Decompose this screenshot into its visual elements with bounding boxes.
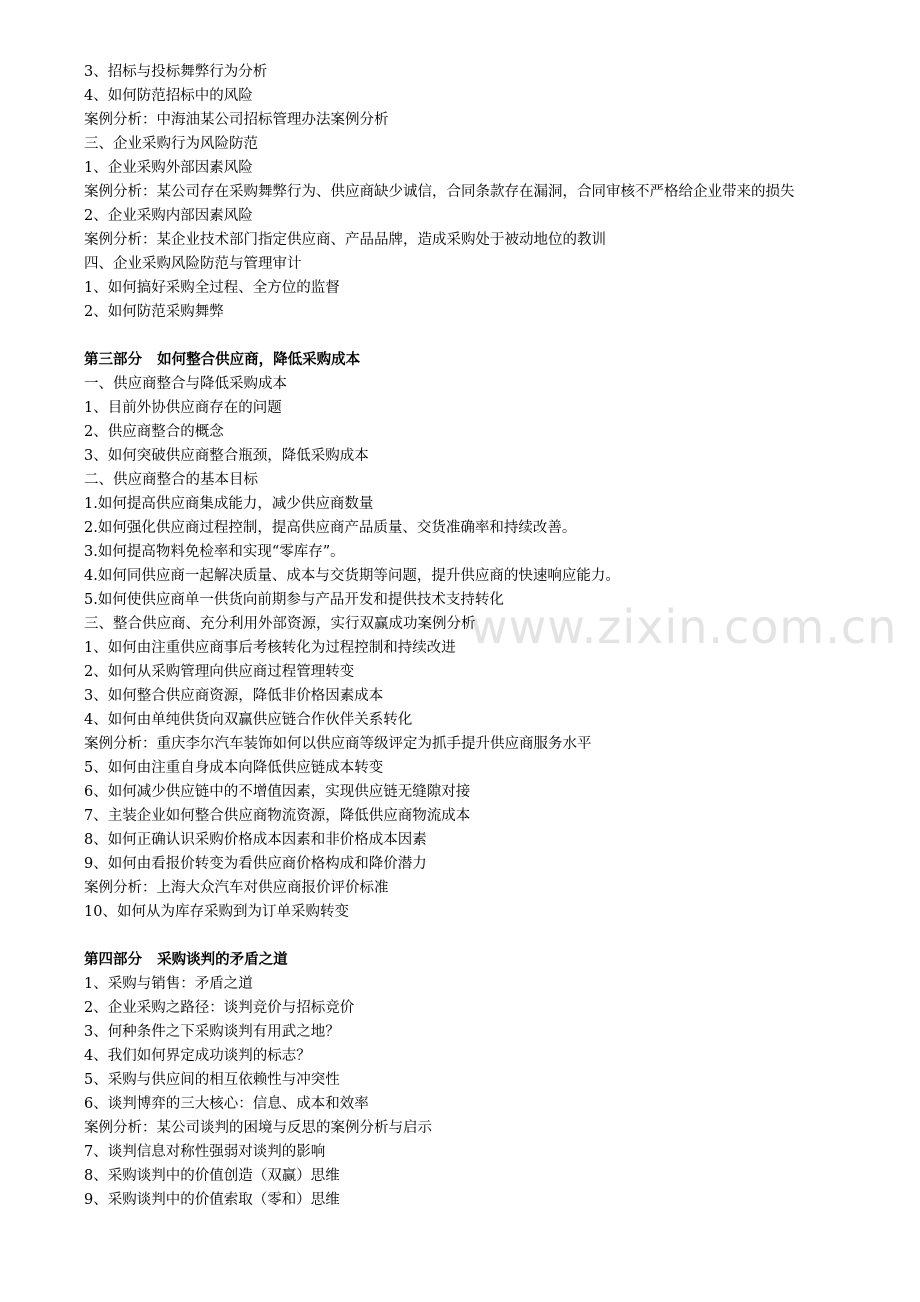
list-item: 4、我们如何界定成功谈判的标志？ [84,1048,311,1064]
list-item: 10、如何从为库存采购到为订单采购转变 [84,904,349,920]
part-three-title: 第三部分 如何整合供应商，降低采购成本 [84,352,361,368]
list-item: 2、供应商整合的概念 [84,424,224,440]
list-item: 3、如何突破供应商整合瓶颈，降低采购成本 [84,448,369,464]
list-item: 2、企业采购之路径：谈判竞价与招标竞价 [84,1000,355,1016]
case-analysis-line: 案例分析：某公司存在采购舞弊行为、供应商缺少诚信，合同条款存在漏洞，合同审核不严格给企业带来的损失 [84,184,795,200]
section-two-tail [84,60,864,324]
list-item: 5、采购与供应间的相互依赖性与冲突性 [84,1072,340,1088]
subsection-heading: 四、企业采购风险防范与管理审计 [84,256,302,272]
list-item: 7、主装企业如何整合供应商物流资源，降低供应商物流成本 [84,808,471,824]
document-body [84,60,864,1212]
list-item: 9、采购谈判中的价值索取（零和）思维 [84,1192,340,1208]
list-item: 1、企业采购外部因素风险 [84,160,253,176]
list-item: 4、如何防范招标中的风险 [84,88,253,104]
list-item: 3、何种条件之下采购谈判有用武之地？ [84,1024,340,1040]
case-analysis-line: 案例分析：中海油某公司招标管理办法案例分析 [84,112,389,128]
list-item: 6、谈判博弈的三大核心：信息、成本和效率 [84,1096,369,1112]
list-item: 5.如何使供应商单一供货向前期参与产品开发和提供技术支持转化 [84,592,504,608]
list-item: 1.如何提高供应商集成能力，减少供应商数量 [84,496,374,512]
case-analysis-line: 案例分析：某公司谈判的困境与反思的案例分析与启示 [84,1120,432,1136]
list-item: 1、采购与销售：矛盾之道 [84,976,253,992]
part-four-section [84,948,864,1212]
list-item: 3.如何提高物料免检率和实现“零库存”。 [84,544,345,560]
list-item: 一、供应商整合与降低采购成本 [84,376,287,392]
list-item: 3、如何整合供应商资源，降低非价格因素成本 [84,688,384,704]
list-item: 2、如何从采购管理向供应商过程管理转变 [84,664,355,680]
case-analysis-line: 案例分析：重庆李尔汽车装饰如何以供应商等级评定为抓手提升供应商服务水平 [84,736,592,752]
list-item: 6、如何减少供应链中的不增值因素，实现供应链无缝隙对接 [84,784,471,800]
list-item: 1、如何由注重供应商事后考核转化为过程控制和持续改进 [84,640,456,656]
list-item: 4、如何由单纯供货向双赢供应链合作伙伴关系转化 [84,712,413,728]
part-four-title: 第四部分 采购谈判的矛盾之道 [84,952,288,968]
watermark-text: www.zixin.com.cn [470,600,898,654]
list-item: 9、如何由看报价转变为看供应商价格构成和降价潜力 [84,856,427,872]
list-item: 2、企业采购内部因素风险 [84,208,253,224]
part-three-section [84,348,864,924]
list-item: 7、谈判信息对称性强弱对谈判的影响 [84,1144,326,1160]
list-item: 8、采购谈判中的价值创造（双赢）思维 [84,1168,340,1184]
list-item: 三、整合供应商、充分利用外部资源，实行双赢成功案例分析 [84,616,476,632]
list-item: 2.如何强化供应商过程控制，提高供应商产品质量、交货准确率和持续改善。 [84,520,577,536]
list-item: 3、招标与投标舞弊行为分析 [84,64,268,80]
list-item: 2、如何防范采购舞弊 [84,304,224,320]
list-item: 二、供应商整合的基本目标 [84,472,258,488]
list-item: 1、目前外协供应商存在的问题 [84,400,282,416]
list-item: 8、如何正确认识采购价格成本因素和非价格成本因素 [84,832,427,848]
case-analysis-line: 案例分析：某企业技术部门指定供应商、产品品牌，造成采购处于被动地位的教训 [84,232,606,248]
subsection-heading: 三、企业采购行为风险防范 [84,136,258,152]
list-item: 4.如何同供应商一起解决质量、成本与交货期等问题，提升供应商的快速响应能力。 [84,568,620,584]
case-analysis-line: 案例分析：上海大众汽车对供应商报价评价标准 [84,880,389,896]
list-item: 5、如何由注重自身成本向降低供应链成本转变 [84,760,384,776]
list-item: 1、如何搞好采购全过程、全方位的监督 [84,280,340,296]
